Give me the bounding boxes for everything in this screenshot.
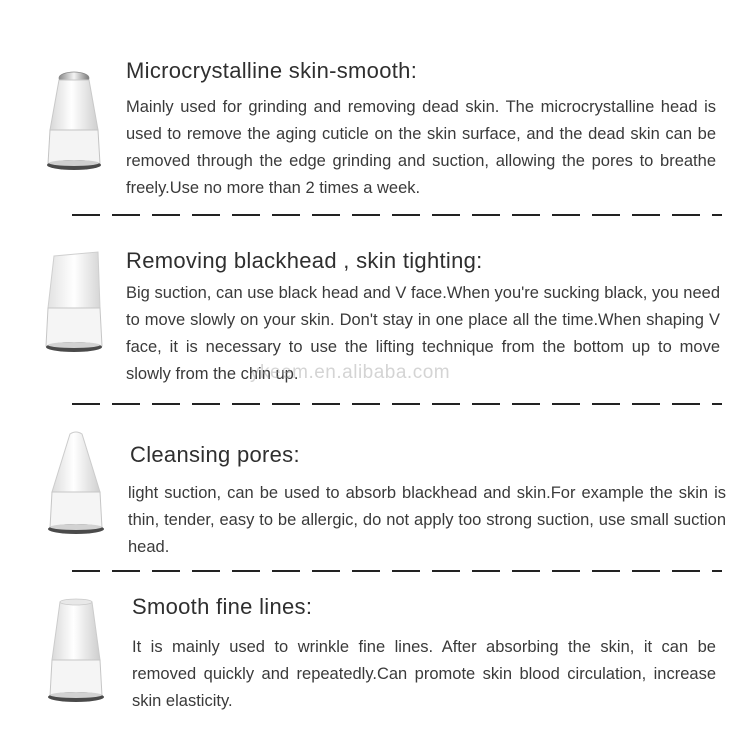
slanted-suction-head-icon: [28, 250, 118, 360]
watermark-text: ykeem.en.alibaba.com: [250, 362, 451, 383]
section-title: Smooth fine lines:: [132, 594, 313, 619]
dashed-divider: [72, 570, 722, 572]
section-description: light suction, can be used to absorb blackhead and skin.For example the skin is thin, tender, easy to be allergic, do not apply too strong suction, use small suction head.: [128, 484, 726, 556]
section-title: Microcrystalline skin-smooth:: [126, 58, 418, 83]
dashed-divider: [72, 214, 722, 216]
dashed-divider: [72, 403, 722, 405]
section-title: Cleansing pores:: [130, 442, 300, 467]
section-description: It is mainly used to wrinkle fine lines. After absorbing the skin, it can be removed quickly and repeatedly.Can promote skin blood circulation, increase skin elasticity.: [132, 638, 716, 710]
microcrystalline-head-icon: [28, 68, 118, 178]
small-round-head-icon: [30, 428, 120, 538]
section-title: Removing blackhead , skin tighting:: [126, 248, 483, 273]
section-description: Big suction, can use black head and V face.When you're sucking black, you need to move slowly on your skin. Don't stay in one place all the time.When shaping V face, it is necessary to use the lifting technique from the bottom up to move slowly from the chin up.: [126, 284, 720, 383]
section-description: Mainly used for grinding and removing dead skin. The microcrystalline head is used to remove the aging cuticle on the skin surface, and the dead skin can be removed through the edge grinding and suction, allowing the pores to breathe freely.Use no more than 2 times a week.: [126, 98, 716, 197]
oval-head-icon: [30, 596, 120, 706]
